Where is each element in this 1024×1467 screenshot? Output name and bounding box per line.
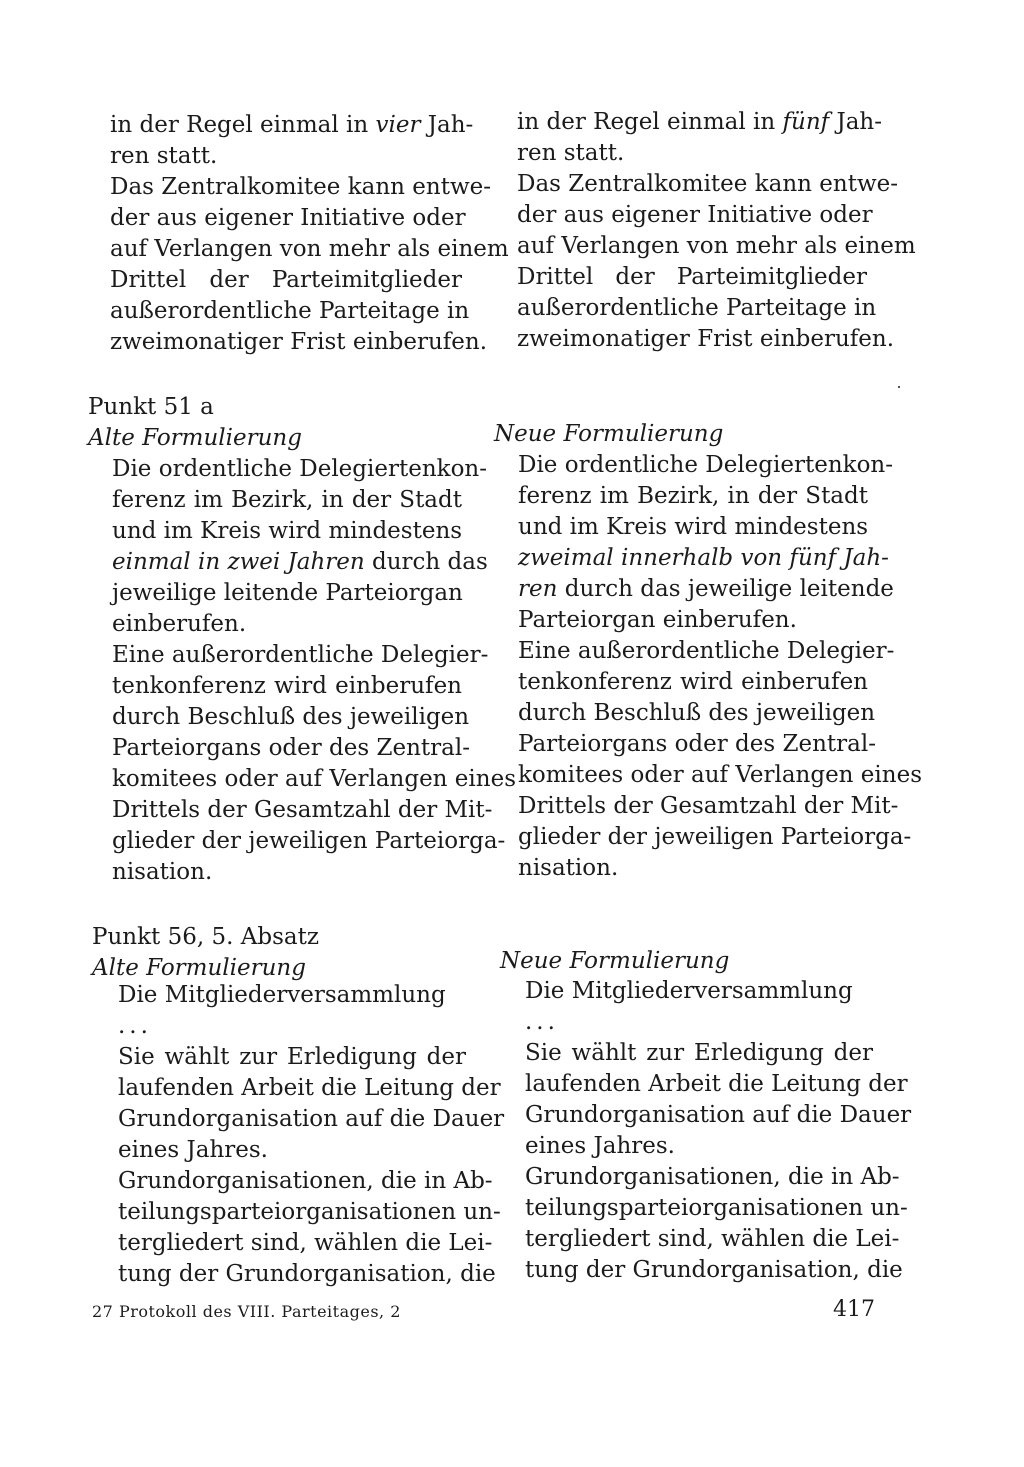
text-line: komitees oder auf Verlangen eines — [518, 762, 923, 788]
text-line: auf Verlangen von mehr als einem — [517, 233, 916, 259]
right-section-heading-1 — [494, 419, 854, 450]
text-line: ren durch das jeweilige leitende — [518, 576, 894, 602]
text-line: teilungsparteiorganisationen un- — [525, 1195, 908, 1221]
text-line: Die Mitgliederversammlung — [525, 978, 853, 1004]
text-line: ferenz im Bezirk, in der Stadt — [112, 487, 462, 513]
text-line: und im Kreis wird mindestens — [518, 514, 869, 540]
text-line: nisation. — [518, 855, 619, 881]
left-section-heading-1 — [88, 392, 448, 454]
text-line: Parteiorgans oder des Zentral- — [112, 735, 470, 761]
text-line: jeweilige leitende Parteiorgan — [112, 580, 463, 606]
subheading-neue: Neue Formulierung — [494, 421, 724, 447]
section-heading: Punkt 56, 5. Absatz — [92, 924, 319, 950]
text-line: tung der Grundorganisation, die — [118, 1261, 496, 1287]
text-line: zweimonatiger Frist einberufen. — [110, 329, 488, 355]
subheading-alte: Alte Formulierung — [92, 955, 306, 981]
text-line: Parteiorgans oder des Zentral- — [518, 731, 876, 757]
ellipsis: ... — [525, 1009, 559, 1035]
text-line: ferenz im Bezirk, in der Stadt — [518, 483, 868, 509]
speck-mark — [898, 386, 900, 388]
section-heading: Punkt 51 a — [88, 394, 214, 420]
text-line: Sie wählt zur Erledigung der — [525, 1040, 873, 1066]
right-block-1 — [517, 107, 916, 355]
text-line: Eine außerordentliche Delegier- — [518, 638, 895, 664]
page-number: 417 — [833, 1297, 875, 1322]
text-line: laufenden Arbeit die Leitung der — [118, 1075, 501, 1101]
text-line: Eine außerordentliche Delegier- — [112, 642, 489, 668]
text-line: auf Verlangen von mehr als einem — [110, 236, 509, 262]
text-line: der aus eigener Initiative oder — [110, 205, 466, 231]
right-block-2 — [518, 450, 923, 884]
text-line: tenkonferenz wird einberufen — [112, 673, 462, 699]
text-line: tergliedert sind, wählen die Lei- — [118, 1230, 493, 1256]
text-line: tergliedert sind, wählen die Lei- — [525, 1226, 900, 1252]
text-line: Das Zentralkomitee kann entwe- — [110, 174, 492, 200]
left-block-2 — [112, 454, 517, 888]
text-line: Sie wählt zur Erledigung der — [118, 1044, 466, 1070]
text-line: zweimonatiger Frist einberufen. — [517, 326, 895, 352]
text-line: ren statt. — [517, 140, 625, 166]
text-line: der aus eigener Initiative oder — [517, 202, 873, 228]
right-section-heading-2 — [500, 946, 860, 977]
text-line: und im Kreis wird mindestens — [112, 518, 463, 544]
text-line: Grundorganisationen, die in Ab- — [118, 1168, 493, 1194]
left-section-heading-2 — [92, 922, 452, 984]
left-block-1 — [110, 110, 509, 358]
text-line: eines Jahres. — [525, 1133, 675, 1159]
text-line: laufenden Arbeit die Leitung der — [525, 1071, 908, 1097]
right-block-3 — [525, 976, 912, 1286]
ellipsis: ... — [118, 1013, 152, 1039]
text-line: in der Regel einmal in vier Jah- — [110, 112, 474, 138]
text-line: glieder der jeweiligen Parteiorga- — [112, 828, 506, 854]
text-line: Die ordentliche Delegiertenkon- — [518, 452, 894, 478]
text-line: Drittels der Gesamtzahl der Mit- — [112, 797, 493, 823]
text-line: außerordentliche Parteitage in — [110, 298, 470, 324]
text-line: eines Jahres. — [118, 1137, 268, 1163]
subheading-neue: Neue Formulierung — [500, 948, 730, 974]
text-line: Drittel der Parteimitglieder — [517, 264, 867, 290]
text-line: außerordentliche Parteitage in — [517, 295, 877, 321]
subheading-alte: Alte Formulierung — [88, 425, 302, 451]
text-line: Grundorganisation auf die Dauer — [118, 1106, 505, 1132]
text-line: einberufen. — [112, 611, 247, 637]
text-line: Grundorganisation auf die Dauer — [525, 1102, 912, 1128]
text-line: tung der Grundorganisation, die — [525, 1257, 903, 1283]
text-line: Drittel der Parteimitglieder — [110, 267, 462, 293]
text-line: durch Beschluß des jeweiligen — [518, 700, 876, 726]
left-block-3 — [118, 980, 505, 1290]
text-line: Grundorganisationen, die in Ab- — [525, 1164, 900, 1190]
text-line: durch Beschluß des jeweiligen — [112, 704, 470, 730]
text-line: ren statt. — [110, 143, 218, 169]
text-line: in der Regel einmal in fünf Jah- — [517, 109, 882, 135]
text-line: Drittels der Gesamtzahl der Mit- — [518, 793, 899, 819]
text-line: nisation. — [112, 859, 213, 885]
text-line: Das Zentralkomitee kann entwe- — [517, 171, 899, 197]
text-line: glieder der jeweiligen Parteiorga- — [518, 824, 912, 850]
text-line: Die ordentliche Delegiertenkon- — [112, 456, 488, 482]
text-line: Parteiorgan einberufen. — [518, 607, 797, 633]
footer-signature: 27 Protokoll des VIII. Parteitages, 2 — [92, 1302, 401, 1321]
text-line: zweimal innerhalb von fünf Jah- — [518, 545, 889, 571]
text-line: tenkonferenz wird einberufen — [518, 669, 868, 695]
text-line: teilungsparteiorganisationen un- — [118, 1199, 501, 1225]
text-line: komitees oder auf Verlangen eines — [112, 766, 517, 792]
text-line: Die Mitgliederversammlung — [118, 982, 446, 1008]
text-line: einmal in zwei Jahren durch das — [112, 549, 488, 575]
